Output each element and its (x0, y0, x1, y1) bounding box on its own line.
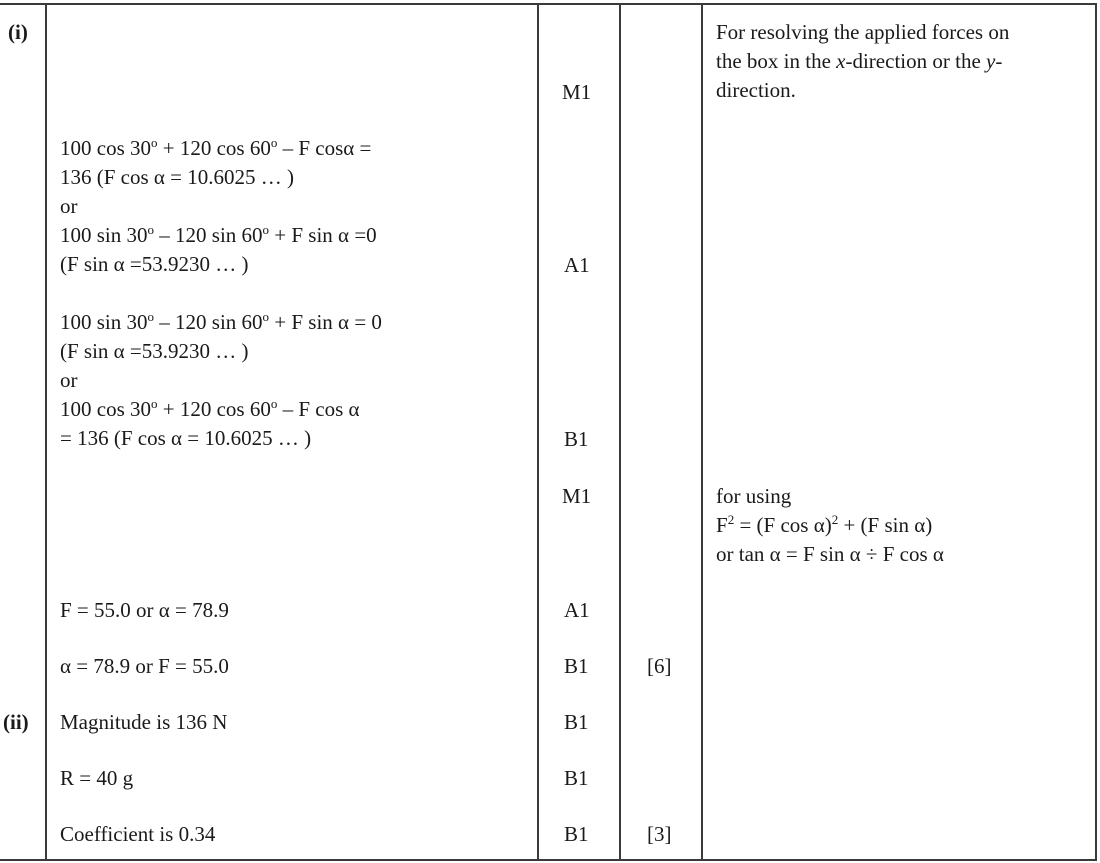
guidance-r4-line3: or tan α = F sin α ÷ F cos α (716, 542, 944, 566)
table-right-border (1095, 3, 1097, 861)
answer-r3-line4: 100 $\cos 30^o + 120$ cos 60$^o$ – F cos α (60, 396, 360, 421)
part-label-ii: (ii) (3, 710, 29, 734)
answer-r2-line4: 100 sin 30$^o$ – 120 $\sin 60^o + F$ sin α =0 (60, 222, 377, 247)
mark-r7: B1 (564, 710, 589, 734)
answer-r3-line3: or (60, 368, 78, 392)
answer-r9: Coefficient is 0.34 (60, 822, 216, 846)
answer-r3-line1: 100 sin 30$^o$ – 120 $\sin 60^o + F$ sin α = 0 (60, 309, 382, 334)
answer-r3-line2: (F sin α =53.9230 … ) (60, 339, 249, 363)
answer-r2-line5: (F sin α =53.9230 … ) (60, 252, 249, 276)
mark-r1: M1 (562, 80, 592, 104)
mark-r6: B1 (564, 654, 589, 678)
mark-r5: A1 (564, 598, 590, 622)
total-r9: [3] (647, 822, 672, 846)
column-divider-total (701, 3, 703, 861)
mark-r2: A1 (564, 253, 590, 277)
column-divider-marks (619, 3, 621, 861)
answer-r6: α = 78.9 or F = 55.0 (60, 654, 229, 678)
answer-r7: Magnitude is 136 N (60, 710, 228, 734)
guidance-r4-line1: for using (716, 484, 792, 508)
answer-r3-line5: = 136 (F cos α = 10.6025 … ) (60, 426, 312, 450)
column-divider-part (45, 3, 47, 861)
guidance-r4-line2: $F^2 = (F$ cos α)$^2$ + (F sin α) (716, 512, 933, 537)
guidance-r1-line1: For resolving the applied forces on (716, 20, 1010, 44)
mark-r3: B1 (564, 427, 589, 451)
total-r6: [6] (647, 654, 672, 678)
guidance-r1-line2: the box in the x-direction or the y- (716, 49, 1003, 73)
column-divider-answer (537, 3, 539, 861)
guidance-r1-line3: direction. (716, 78, 796, 102)
mark-r9: B1 (564, 822, 589, 846)
answer-r5: F = 55.0 or α = 78.9 (60, 598, 229, 622)
answer-r2-line1: 100 $\cos 30^o + 120$ cos 60$^o$ – F cosα = (60, 135, 372, 160)
answer-r8: R = 40 g (60, 766, 134, 790)
part-label-i: (i) (8, 20, 28, 44)
mark-r4: M1 (562, 484, 592, 508)
answer-r2-line3: or (60, 194, 78, 218)
answer-r2-line2: 136 (F cos α = 10.6025 … ) (60, 165, 295, 189)
mark-r8: B1 (564, 766, 589, 790)
